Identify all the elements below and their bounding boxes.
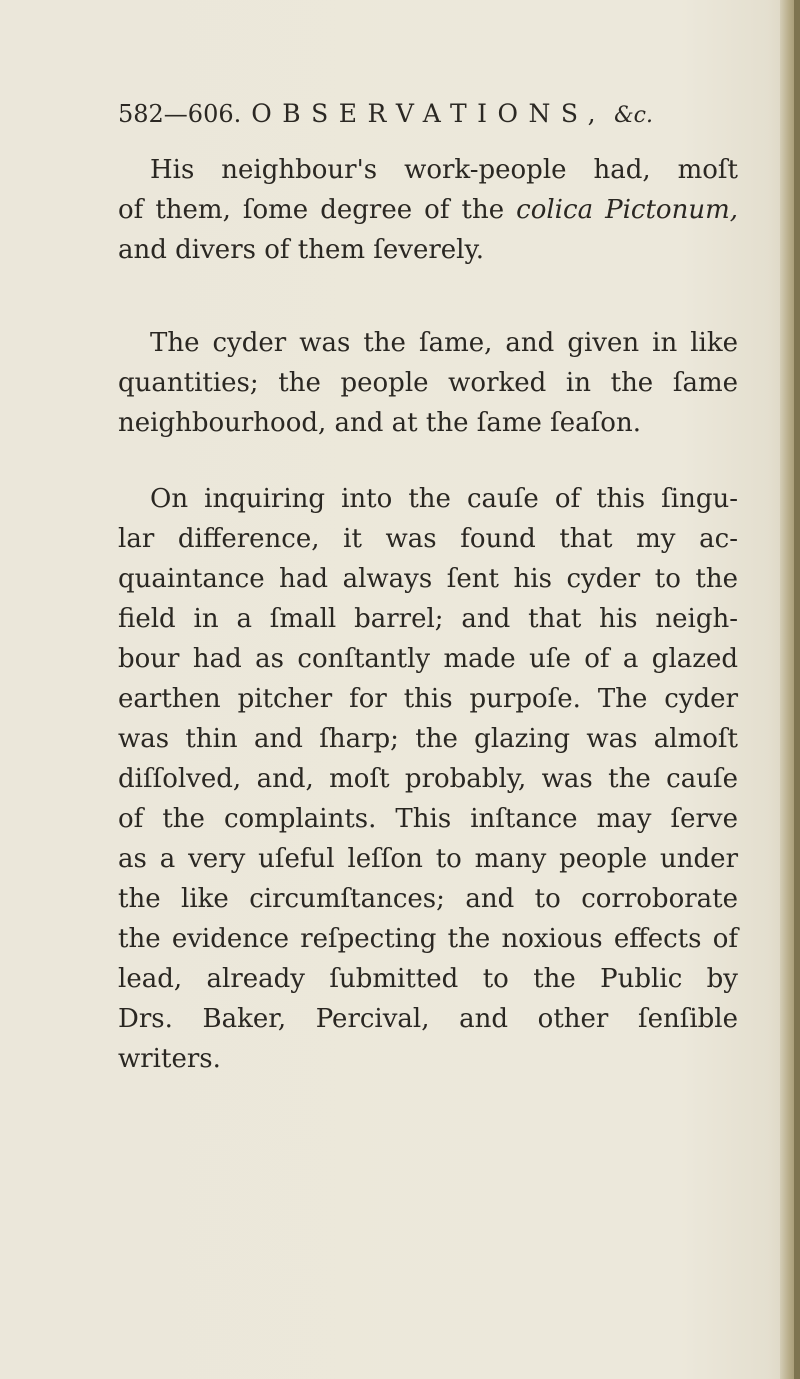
running-title-etc: &c.: [614, 103, 653, 128]
text-line: bour had as conſtantly made uſe of a glazed: [118, 644, 738, 674]
text-line: the evidence reſpecting the noxious effects of: [118, 924, 738, 954]
text-line: quaintance had always ſent his cyder to the: [118, 564, 738, 594]
text-line: the like circumſtances; and to corroborate: [118, 884, 738, 914]
text-line: and divers of them ſeverely.: [118, 235, 484, 265]
text-line: The cyder was the ſame, and given in like: [150, 328, 738, 358]
paragraph-1: [118, 150, 738, 270]
text-line: Drs. Baker, Percival, and other ſenſible: [118, 1004, 738, 1034]
page-edge: [794, 0, 800, 1379]
text-line: On inquiring into the cauſe of this ſingu-: [150, 484, 738, 514]
page-range: 582—606.: [118, 100, 242, 128]
text-line: as a very uſeful leſſon to many people under: [118, 844, 738, 874]
text-line: was thin and ſharp; the glazing was almoſt: [118, 724, 738, 754]
running-title: OBSERVATIONS,: [251, 99, 607, 128]
paragraph-3: [118, 479, 738, 1079]
text-line: quantities; the people worked in the ſame: [118, 368, 738, 398]
text-line: of them, ſome degree of the colica Pictonum,: [118, 195, 738, 225]
text-line: diſſolved, and, moſt probably, was the cauſe: [118, 764, 738, 794]
text-line: of the complaints. This inſtance may ſerve: [118, 804, 738, 834]
text-line: writers.: [118, 1044, 221, 1074]
latin-term: colica Pictonum,: [516, 195, 738, 225]
text-line: lar difference, it was found that my ac-: [118, 524, 738, 554]
text-line: earthen pitcher for this purpoſe. The cyder: [118, 684, 738, 714]
paragraph-2: [118, 323, 738, 443]
text-line: field in a ſmall barrel; and that his neigh-: [118, 604, 738, 634]
running-header: [118, 94, 718, 134]
text-line: neighbourhood, and at the ſame ſeaſon.: [118, 408, 641, 438]
text-line: His neighbour's work-people had, moſt: [150, 155, 738, 185]
text-line: lead, already ſubmitted to the Public by: [118, 964, 738, 994]
